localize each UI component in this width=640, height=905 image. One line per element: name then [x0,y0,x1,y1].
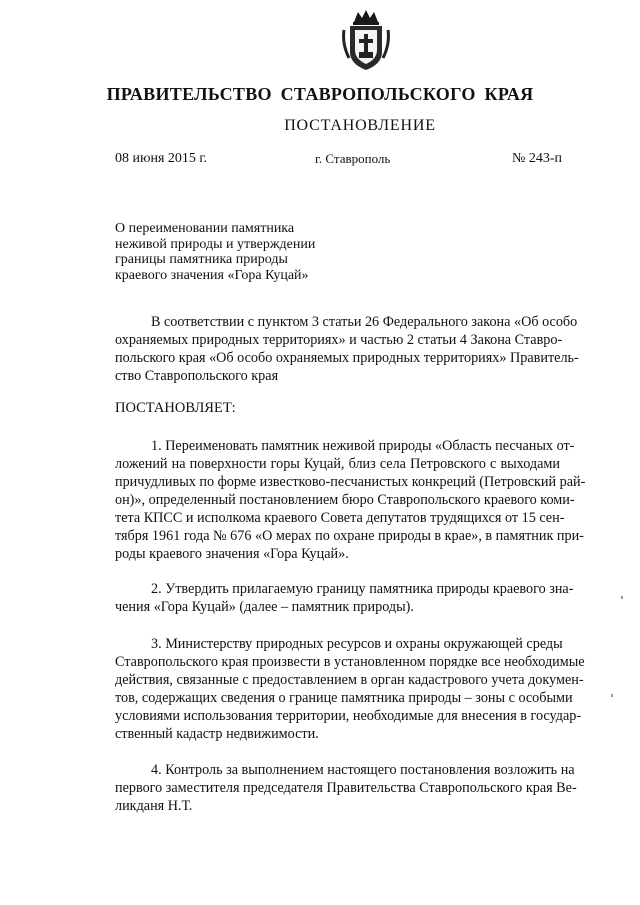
document-city: г. Ставрополь [315,151,391,166]
stavropol-coat-of-arms-icon [340,8,392,72]
text-line: 1. Переименовать памятник неживой природы «Область песчаных от- [151,438,575,454]
text-line: охраняемых природных территориях» и частью 2 статьи 4 Закона Ставро- [115,332,563,348]
text-line: 2. Утвердить прилагаемую границу памятника природы краевого зна- [151,581,574,597]
text-line: В соответствии с пунктом 3 статьи 26 Федерального закона «Об особо [151,314,578,330]
text-line: тета КПСС и исполкома краевого Совета депутатов трудящихся от 15 сен- [115,510,565,526]
text-line: ственный кадастр недвижимости. [115,726,319,742]
text-line: действия, связанные с предоставлением в орган кадастрового учета докумен- [115,672,584,688]
text-line: тября 1961 года № 676 «О мерах по охране природы в крае», в памятник при- [115,528,584,544]
text-line: чения «Гора Куцай» (далее – памятник природы). [115,599,414,615]
text-line: Ставропольского края произвести в установленном порядке все необходимые [115,654,585,670]
paragraph-2 [115,580,574,616]
preamble-paragraph [115,313,579,385]
text-line: ложений на поверхности горы Куцай, близ села Петровского с выходами [115,456,560,472]
text-line: тов, содержащих сведения о границе памятника природы – зоны с особыми [115,690,573,706]
text-line: польского края «Об особо охраняемых природных территориях» Правитель- [115,350,579,366]
document-date: 08 июня 2015 г. [115,151,208,166]
paragraph-3 [115,635,585,743]
decree-word: ПОСТАНОВЛЯЕТ: [115,400,236,416]
subject-line: неживой природы и утверждении [115,236,316,252]
text-line: 4. Контроль за выполнением настоящего постановления возложить на [151,762,575,778]
document-number: № 243-п [511,151,562,166]
text-line: он)», определенный постановлением бюро Ставропольского краевого коми- [115,492,575,508]
subject-line: границы памятника природы [115,252,288,267]
subject-line: О переименовании памятника [115,221,295,236]
text-line: условиями использования территории, необходимые для внесения в государ- [115,708,582,724]
text-line: 3. Министерству природных ресурсов и охраны окружающей среды [151,636,563,652]
text-line: ство Ставропольского края [115,368,279,384]
scan-speck [611,694,613,697]
paragraph-1 [115,437,586,563]
government-title: ПРАВИТЕЛЬСТВО СТАВРОПОЛЬСКОГО КРАЯ [106,84,534,104]
scan-speck [621,596,623,599]
text-line: первого заместителя председателя Правительства Ставропольского края Ве- [115,780,577,796]
document-type: ПОСТАНОВЛЕНИЕ [284,117,436,134]
subject-line: краевого значения «Гора Куцай» [115,267,309,283]
paragraph-4 [115,761,577,815]
text-line: роды краевого значения «Гора Куцай». [115,546,349,562]
text-line: ликданя Н.Т. [115,798,193,814]
document-subject [115,221,375,283]
text-line: причудливых по форме известково-песчанистых конкреций (Петровский рай- [115,474,586,490]
